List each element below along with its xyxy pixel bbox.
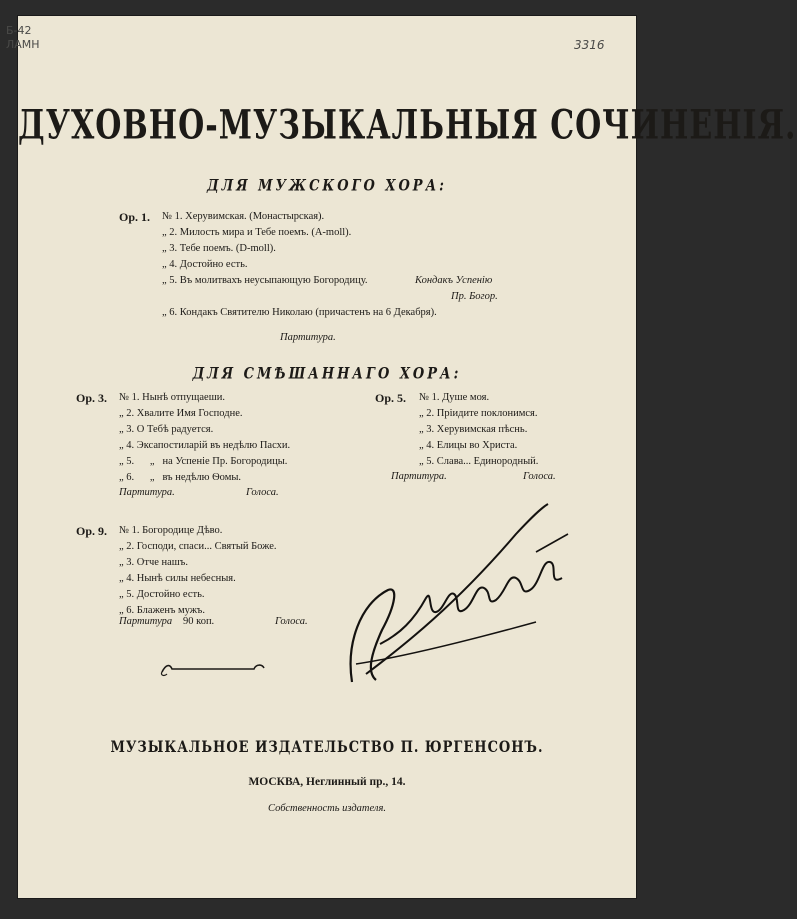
op9-label: Op. 9.: [76, 524, 108, 538]
op3-item-5: „ 5. „ на Успеніе Пр. Богородицы.: [119, 456, 288, 467]
op9-item-1: № 1. Богородице Дѣво.: [119, 525, 223, 536]
handwritten-signature: [336, 494, 576, 704]
page-title: ДУХОВНО-МУЗЫКАЛЬНЫЯ СОЧИНЕНІЯ.: [18, 102, 797, 150]
op3-item-1: № 1. Нынѣ отпущаеши.: [119, 392, 226, 403]
op1-label: Op. 1.: [119, 210, 151, 224]
op3-voices: Голоса.: [246, 487, 279, 498]
title-page: [6, 16, 797, 898]
publisher-name: МУЗЫКАЛЬНОЕ ИЗДАТЕЛЬСТВО П. ЮРГЕНСОНЪ.: [110, 738, 544, 757]
op9-item-4: „ 4. Нынѣ силы небесныя.: [119, 573, 236, 584]
op5-item-2: „ 2. Пріидите поклонимся.: [419, 408, 538, 419]
op9-item-6: „ 6. Блаженъ мужъ.: [119, 605, 205, 616]
op5-label: Op. 5.: [375, 391, 407, 405]
op5-item-3: „ 3. Херувимская пѣснь.: [419, 424, 528, 435]
op1-item-3: „ 3. Тебе поемъ. (D-moll).: [162, 243, 276, 254]
op3-item-4: „ 4. Эксапостиларій въ недѣлю Пасхи.: [119, 440, 291, 451]
op1-item-5: „ 5. Въ молитвахъ неусыпающую Богородицу.: [162, 275, 368, 286]
publisher-property: Собственность издателя.: [268, 803, 386, 814]
op3-item-2: „ 2. Хвалите Имя Господне.: [119, 408, 243, 419]
op9-item-5: „ 5. Достойно есть.: [119, 589, 205, 600]
op5-item-5: „ 5. Слава... Единородный.: [419, 456, 539, 467]
op1-item-5-note: Кондакъ Успенію: [415, 275, 493, 286]
op9-item-3: „ 3. Отче нашъ.: [119, 557, 188, 568]
op3-item-3: „ 3. О Тебѣ радуется.: [119, 424, 214, 435]
op9-item-2: „ 2. Господи, спаси... Святый Боже.: [119, 541, 277, 552]
op1-score: Партитура.: [280, 332, 336, 343]
op3-label: Op. 3.: [76, 391, 108, 405]
op5-voices: Голоса.: [523, 471, 556, 482]
op5-item-4: „ 4. Елицы во Христа.: [419, 440, 518, 451]
op3-item-6: „ 6. „ въ недѣлю Ѳомы.: [119, 472, 242, 483]
mixed-choir-heading: ДЛЯ СМѢШАННАГО ХОРА:: [192, 365, 462, 384]
male-choir-heading: ДЛЯ МУЖСКОГО ХОРА:: [207, 177, 447, 196]
flourish-divider: [158, 660, 268, 680]
op5-score: Партитура.: [391, 471, 447, 482]
pencil-catalog-number: 3316: [574, 38, 605, 52]
pencil-shelfmark: Б-42 ЛАМН: [6, 24, 40, 51]
op1-item-2: „ 2. Милость мира и Тебе поемъ. (A-moll).: [162, 227, 352, 238]
op1-item-4: „ 4. Достойно есть.: [162, 259, 248, 270]
op9-score: Партитура: [119, 616, 173, 627]
op1-item-1: № 1. Херувимская. (Монастырская).: [162, 211, 325, 222]
op5-item-1: № 1. Душе моя.: [419, 392, 490, 403]
op3-score: Партитура.: [119, 487, 175, 498]
op9-voices: Голоса.: [275, 616, 308, 627]
op1-item-5-note2: Пр. Богор.: [451, 291, 498, 302]
op9-price: 90 коп.: [183, 616, 215, 627]
op1-item-6: „ 6. Кондакъ Святителю Николаю (причастенъ на 6 Декабря).: [162, 307, 437, 318]
publisher-address: МОСКВА, Неглинный пр., 14.: [248, 776, 406, 788]
